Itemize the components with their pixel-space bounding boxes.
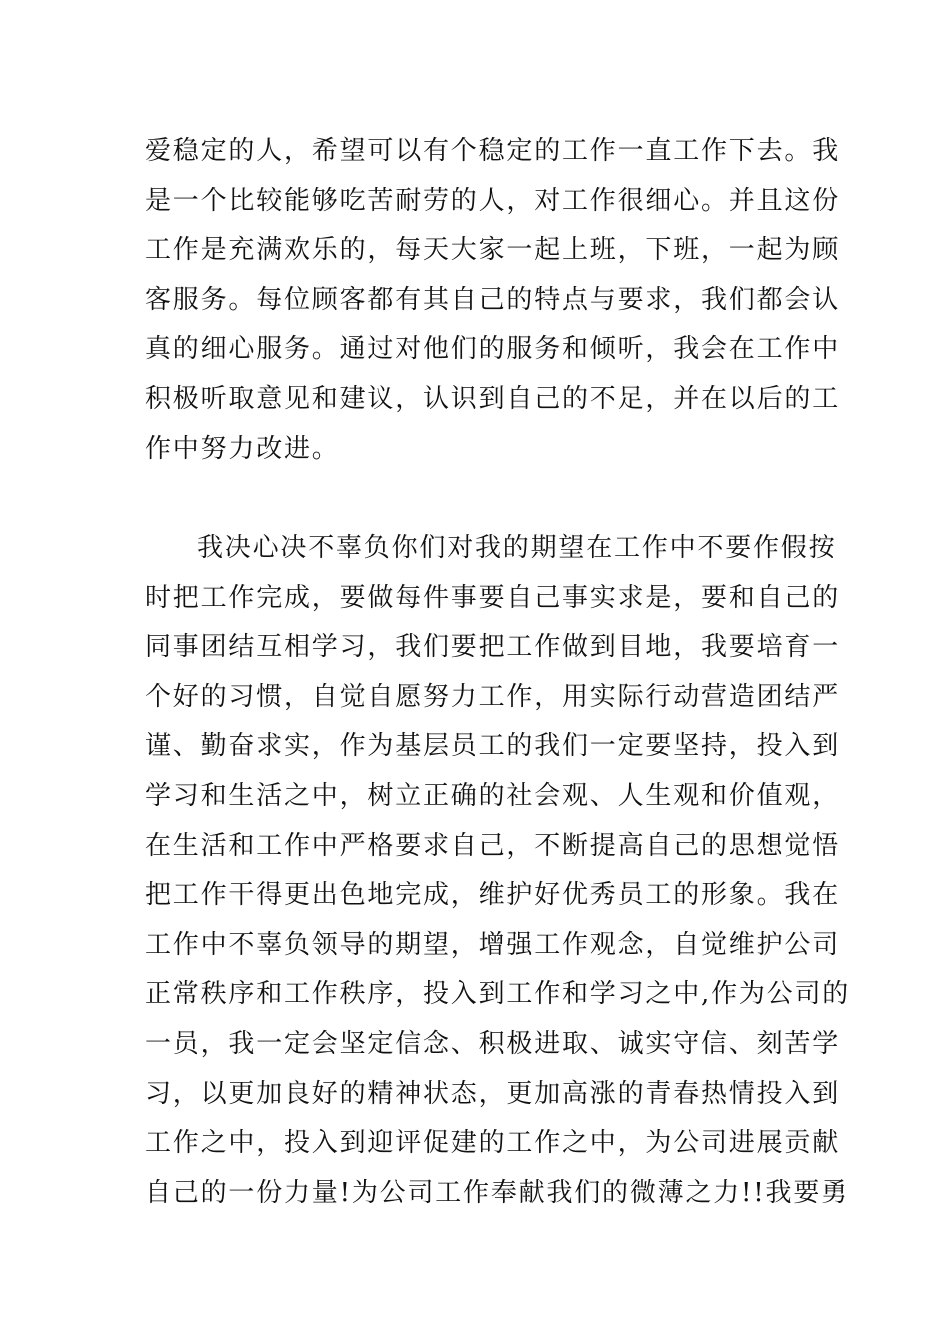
- text-line: 个好的习惯，自觉自愿努力工作，用实际行动营造团结严: [145, 681, 841, 712]
- text-line: 一员，我一定会坚定信念、积极进取、诚实守信、刻苦学: [145, 1028, 841, 1059]
- text-line: 谨、勤奋求实，作为基层员工的我们一定要坚持，投入到: [145, 731, 841, 762]
- text-line: 我决心决不辜负你们对我的期望在工作中不要作假按: [197, 533, 837, 563]
- text-line: 自己的一份力量!为公司工作奉献我们的微薄之力!!我要勇: [145, 1177, 849, 1208]
- text-line: 积极听取意见和建议，认识到自己的不足，并在以后的工: [145, 383, 841, 414]
- text-line: 工作中不辜负领导的期望，增强工作观念，自觉维护公司: [145, 929, 841, 960]
- text-line: 工作之中，投入到迎评促建的工作之中，为公司进展贡献: [145, 1128, 841, 1159]
- text-line: 是一个比较能够吃苦耐劳的人，对工作很细心。并且这份: [145, 185, 841, 216]
- text-line: 真的细心服务。通过对他们的服务和倾听，我会在工作中: [145, 334, 841, 365]
- text-line: 爱稳定的人，希望可以有个稳定的工作一直工作下去。我: [145, 136, 841, 166]
- text-line: 作中努力改进。: [145, 433, 340, 464]
- text-line: 学习和生活之中，树立正确的社会观、人生观和价值观，: [145, 780, 841, 811]
- text-line: [145, 1218, 815, 1268]
- text-line: 同事团结互相学习，我们要把工作做到目地，我要培育一: [145, 632, 841, 663]
- text-line: 时把工作完成，要做每件事要自己事实求是，要和自己的: [145, 582, 841, 613]
- text-line: 工作是充满欢乐的，每天大家一起上班，下班，一起为顾: [145, 235, 841, 266]
- paragraph-2: [145, 524, 851, 1268]
- text-line: 习，以更加良好的精神状态，更加高涨的青春热情投入到: [145, 1078, 841, 1109]
- text-line: 客服务。每位顾客都有其自己的特点与要求，我们都会认: [145, 284, 841, 315]
- paragraph-1: [145, 127, 841, 474]
- text-line: 把工作干得更出色地完成，维护好优秀员工的形象。我在: [145, 880, 841, 911]
- text-line: 在生活和工作中严格要求自己，不断提高自己的思想觉悟: [145, 830, 841, 861]
- text-line: 正常秩序和工作秩序，投入到工作和学习之中,作为公司的: [145, 979, 851, 1010]
